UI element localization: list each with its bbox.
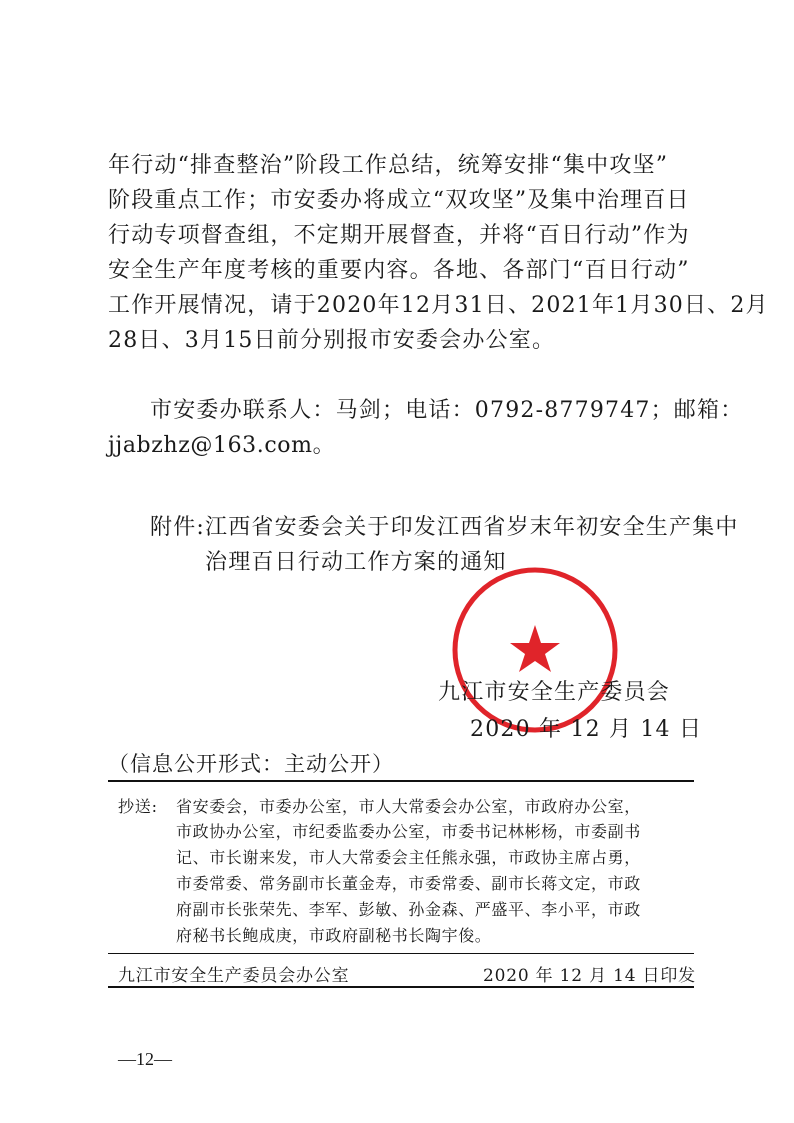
- body-line: 行动专项督查组，不定期开展督查，并将“百日行动”作为: [108, 223, 690, 248]
- divider: [108, 953, 694, 954]
- issuing-office: 九江市安全生产委员会办公室: [118, 966, 350, 986]
- cc-line: 市政协办公室，市纪委监委办公室，市委书记林彬杨，市委副书: [176, 822, 641, 841]
- cc-line: 府秘书长鲍成庚，市政府副秘书长陶宇俊。: [176, 926, 492, 945]
- body-line: 安全生产年度考核的重要内容。各地、各部门“百日行动”: [108, 258, 690, 283]
- attachment-title-line: 治理百日行动工作方案的通知: [205, 550, 507, 575]
- cc-line: 记、市长谢来发，市人大常委会主任熊永强，市政协主席占勇，: [176, 848, 641, 867]
- disclosure-type: （信息公开形式：主动公开）: [108, 752, 394, 776]
- page-number: —12—: [118, 1049, 172, 1069]
- divider: [108, 986, 694, 988]
- body-line: 工作开展情况，请于2020年12月31日、2021年1月30日、2月: [108, 293, 769, 318]
- cc-line: 府副市长张荣先、李军、彭敏、孙金森、严盛平、李小平，市政: [176, 900, 641, 919]
- body-line: 阶段重点工作；市安委办将成立“双攻坚”及集中治理百日: [108, 188, 690, 213]
- email-line: jjabzhz@163.com。: [108, 433, 336, 458]
- signature-date: 2020 年 12 月 14 日: [470, 717, 703, 742]
- attachment-label: 附件:: [150, 515, 206, 540]
- cc-line: 市委常委、常务副市长董金寿，市委常委、副市长蒋文定，市政: [176, 874, 641, 893]
- attachment-title-line: 江西省安委会关于印发江西省岁末年初安全生产集中: [205, 515, 739, 540]
- signature-org: 九江市安全生产委员会: [438, 680, 671, 705]
- body-line: 年行动“排查整治”阶段工作总结，统筹安排“集中攻坚”: [108, 153, 669, 178]
- divider: [108, 780, 694, 782]
- seal-star-icon: [510, 625, 560, 672]
- official-seal: [450, 565, 620, 735]
- print-date: 2020 年 12 月 14 日印发: [483, 966, 696, 986]
- contact-line: 市安委办联系人：马剑；电话：0792-8779747；邮箱：: [150, 398, 744, 423]
- cc-line: 省安委会，市委办公室，市人大常委会办公室，市政府办公室，: [176, 797, 641, 816]
- cc-label: 抄送:: [118, 797, 158, 816]
- body-line: 28日、3月15日前分别报市安委会办公室。: [108, 328, 556, 353]
